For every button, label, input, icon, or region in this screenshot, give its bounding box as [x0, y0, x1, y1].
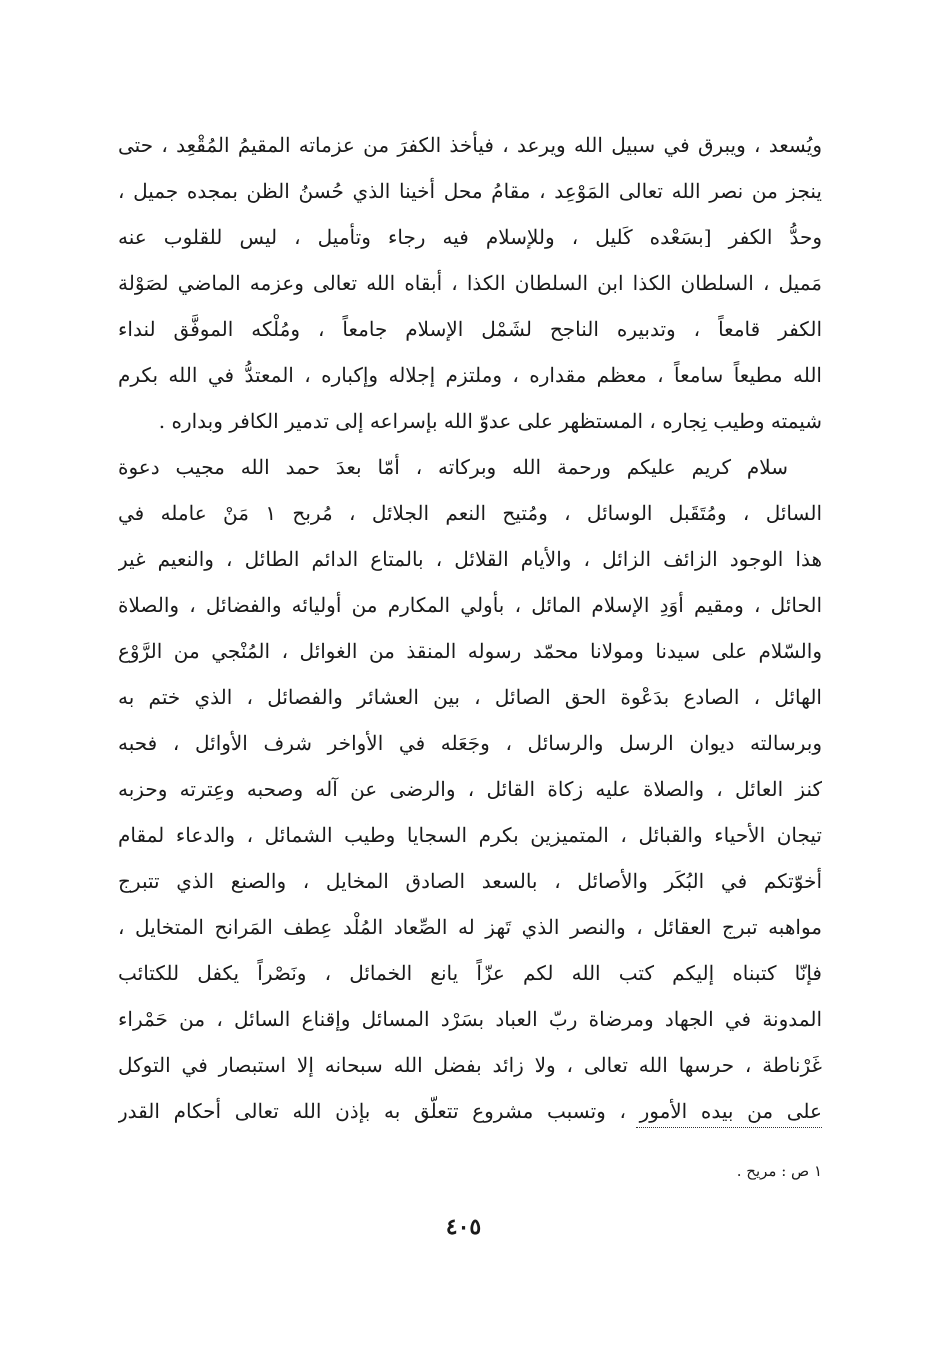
text-line: هذا الوجود الزائف الزائل ، والأيام القلائل ، بالمتاع الدائم الطائل ، والنعيم غير — [118, 547, 822, 571]
text-line: كنز العائل ، والصلاة عليه زكاة القائل ، والرضى عن آله وصحبه وعِترته وحزبه — [118, 777, 822, 801]
body-text — [118, 122, 822, 1134]
text-line: على من بيده الأمور ، وتسبب مشروع تتعلّق به بإذن الله تعالى أحكام القدر — [118, 1099, 822, 1123]
text-line: والسّلام على سيدنا ومولانا محمّد رسوله المنقذ من الغوائل ، المُنْجي من الرَّوْع — [118, 639, 822, 663]
text-line: الله مطيعاً سامعاً ، معظم مقداره ، وملتزم إجلاله وإكباره ، المعتدُّ في الله بكرم — [118, 363, 822, 387]
text-line: مواهبه تبرج العقائل ، والنصر الذي تَهز له الصِّعاد المُلْد عِطف المَرانح المتخايل ، — [118, 915, 822, 939]
text-line: شيمته وطيب نِجاره ، المستظهر على عدوّ الله بإسراعه إلى تدمير الكافر وبداره . — [158, 409, 822, 433]
text-line: السائل ، ومُتَقَبل الوسائل ، ومُتيح النعم الجلائل ، مُربح ١ مَنْ عامله في — [118, 501, 822, 525]
page-number: ٤٠٥ — [445, 1214, 482, 1240]
text-line: الكفر قامعاً ، وتدبيره الناجح لشَمْل الإسلام جامعاً ، ومُلْكه الموفَّق لنداء — [118, 317, 822, 341]
footnote: ١ ص : مريح . — [736, 1162, 822, 1180]
text-line: سلام كريم عليكم ورحمة الله وبركاته ، أمّا بعدَ حمد الله مجيب دعوة — [118, 455, 788, 479]
text-line: وبرسالته ديوان الرسل والرسائل ، وجَعَله في الأواخر شرف الأوائل ، فحبه — [118, 731, 822, 755]
text-line: الهائل ، الصادع بدَعْوة الحق الصائل ، بين العشائر والفصائل ، الذي ختم به — [118, 685, 822, 709]
text-line: تيجان الأحياء والقبائل ، المتميزين بكرم السجايا وطيب الشمائل ، والدعاء لمقام — [118, 823, 822, 847]
text-line: أخوّتكم في البُكَر والأصائل ، بالسعد الصادق المخايل ، والصنع الذي تتبرج — [118, 869, 822, 893]
footnote-divider — [636, 1127, 822, 1128]
text-line: ينجز من نصر الله تعالى المَوْعِد ، مقامُ محل أخينا الذي حُسنُ الظن بمجده جميل ، — [118, 179, 822, 203]
text-line: فإنّا كتبناه إليكم كتب الله لكم عزّاً يانع الخمائل ، ونَصْراً يكفل للكتائب — [118, 961, 822, 985]
text-line: وحدُّ الكفر [بسَعْده كَليل ، وللإسلام فيه رجاء وتأميل ، ليس للقلوب عنه — [118, 225, 822, 249]
text-line: غَرْناطة ، حرسها الله تعالى ، ولا زائد بفضل الله سبحانه إلا استبصار في التوكل — [118, 1053, 822, 1077]
text-line: ويُسعد ، ويبرق في سبيل الله ويرعد ، فيأخذ الكفرَ من عزماته المقيمُ المُقْعِد ، حتى — [118, 133, 822, 157]
text-line: الحائل ، ومقيم أوَدِ الإسلام المائل ، بأولي المكارم من أوليائه والفضائل ، والصلاة — [118, 593, 822, 617]
text-line: مَميل ، السلطان الكذا ابن السلطان الكذا ، أبقاه الله تعالى وعزمه الماضي لصَوْلة — [118, 271, 822, 295]
text-line: المدونة في الجهاد ومرضاة ربّ العباد بسَرْد المسائل وإقناع السائل ، من حَمْراء — [118, 1007, 822, 1031]
